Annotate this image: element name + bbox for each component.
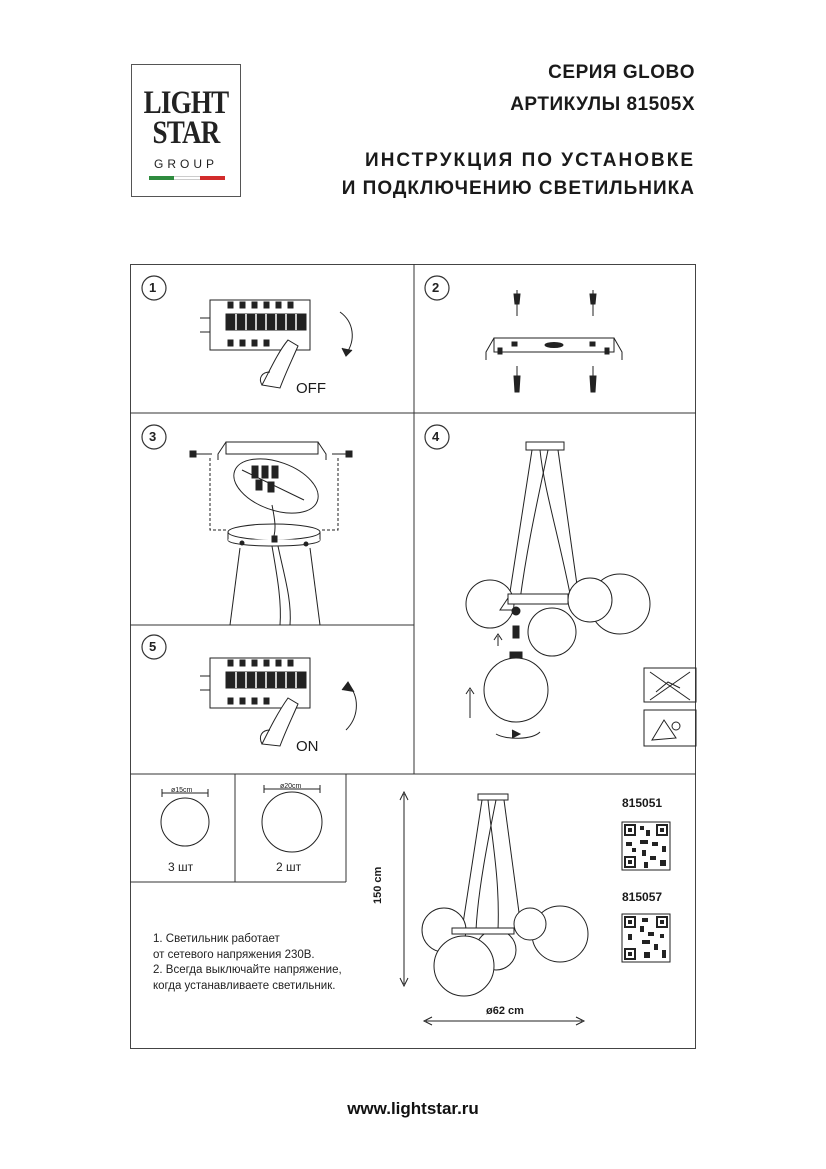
mounting-bracket-drawing [486,290,622,392]
model-number-1: 815051 [622,796,663,810]
on-label: ON [296,738,319,755]
model-number-2: 815057 [622,890,663,904]
logo-text-star: STAR [152,115,220,151]
diameter-dimension: ø62 cm [486,1005,524,1017]
step-number-circles [142,276,449,659]
step-number-3: 3 [149,429,157,444]
note-line-1: 1. Светильник работает [153,933,280,945]
small-shade-diameter: ø15cm [171,787,193,794]
large-shade-diameter: ø20cm [280,783,302,790]
shade-diagrams [161,785,322,852]
note-line-3: 2. Всегда выключайте напряжение, [153,964,342,976]
safety-notes [153,932,342,994]
website-link[interactable]: www.lightstar.ru [347,1099,479,1118]
height-dimension: 150 cm [372,866,384,904]
step-number-5: 5 [149,639,157,654]
note-line-4: когда устанавливаете светильник. [153,979,336,992]
breaker-panel-off-drawing [200,300,352,388]
articles-title: АРТИКУЛЫ 81505X [510,94,695,115]
logo-text-group: GROUP [153,157,218,171]
canopy-wiring-drawing [190,442,352,625]
off-label: OFF [296,380,326,397]
instruction-title-line2: И ПОДКЛЮЧЕНИЮ СВЕТИЛЬНИКА [341,178,695,199]
step-number-2: 2 [432,280,440,295]
note-line-2: от сетевого напряжения 230В. [153,948,315,961]
logo-text-light: LIGHT [143,85,229,121]
step-number-4: 4 [432,429,440,444]
small-shade-quantity: 3 шт [168,860,194,874]
step-number-1: 1 [149,280,157,295]
series-title: СЕРИЯ GLOBO [548,62,695,83]
breaker-panel-on-drawing [200,658,356,746]
chandelier-assembly-drawing [466,442,696,746]
instruction-title-line1: ИНСТРУКЦИЯ ПО УСТАНОВКЕ [365,150,695,171]
final-chandelier-drawing [400,792,588,1025]
large-shade-quantity: 2 шт [276,860,302,874]
